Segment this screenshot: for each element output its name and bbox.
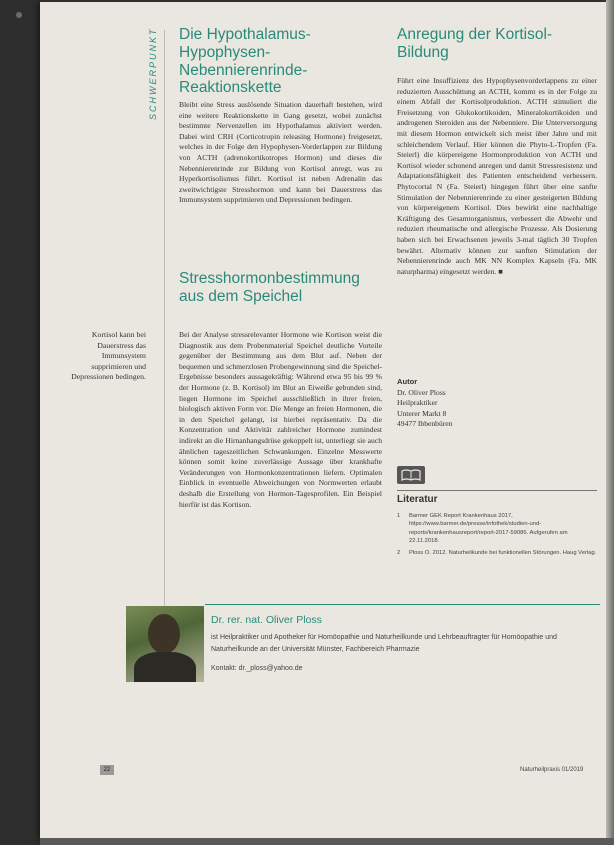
column-divider — [164, 30, 165, 610]
author-photo — [126, 606, 204, 682]
page-edge-right — [606, 0, 614, 845]
author-role: Heilpraktiker — [397, 398, 438, 408]
literature-item-number: 1 — [397, 513, 401, 519]
bio-name: Dr. rer. nat. Oliver Ploss — [211, 614, 322, 626]
journal-footer: Naturheilpraxis 01/2019 — [520, 767, 584, 773]
literature-item — [397, 549, 597, 557]
bio-text: ist Heilpraktiker und Apotheker für Homöopathie und Naturheilkunde und Lehrbeauftragter für Homöopathie und Naturheilkunde an der Universität Münster, Fachbereich Pharmazie — [211, 634, 557, 653]
section-label: SCHWERPUNKT — [148, 27, 158, 120]
literature-item-text: Ploss O. 2012. Naturheilkunde bei funktionellen Störungen. Haug Verlag. — [409, 549, 597, 556]
author-street: Unterer Markt 8 — [397, 408, 447, 418]
literature-item-text: Barmer GEK Report Krankenhaus 2017, https://www.barmer.de/presse/infothek/studien-und-reports/krankenhausreport/report-2017-59086. Aufgerufen am 22.11.2018. — [409, 513, 568, 545]
author-name: Dr. Oliver Ploss — [397, 387, 446, 397]
literature-rule — [397, 490, 597, 491]
article1-heading: Die Hypothalamus-Hypophysen-Nebennierenrinde-Reaktionskette — [179, 26, 311, 97]
author-block — [397, 377, 557, 430]
article2-heading: Stresshormonbestimmung aus dem Speichel — [179, 270, 360, 305]
article2-body: Bei der Analyse stressrelevanter Hormone wie Kortison weist die Diagnostik aus dem Probenmaterial Speichel deutliche Vorteile gegenüber der Bestimmung aus dem Blut auf. Neben der bequemen und schmerzlosen Probengewinnung sind die Speichel-Ergebnisse besonders aussagekräftig: Während etwa 95 bis 99 % der Hormone (z. B. Kortisol) im Blut an Eiweiße gebunden sind, liegen Hormone im Speichel ausschließlich in ihrer freien, biologisch aktiven Form vor. Die Menge an freien Hormonen, die in den Speichel gelangt, ist hierbei repräsentativ. Da die Konzentration und Aktivität zahlreicher Hormone zumindest indirekt an die Hirnanhangsdrüse gekoppelt ist, unterliegt sie auch ähnlichen tageszeitlichen Schwankungen. Einzelne Messwerte können somit keine zuverlässige Aussage über krankhafte Veränderungen von Hormonkonzentrationen liefern. Optimalen Einblick in eventuelle Abweichungen von Normwerten erlaubt deshalb die Erstellung von Hormon-Tagesprofilen. Ein Beispiel hierfür ist das Kortison. — [179, 330, 382, 509]
bio-contact: Kontakt: dr._ploss@yahoo.de — [211, 665, 303, 672]
literature-title: Literatur — [397, 494, 438, 505]
article3-body: Führt eine Insuffizienz des Hypophysenvorderlappens zu einer reduzierten Ausschüttung an ACTH, kommt es in der Folge zu einem Abfall der Kortisolproduktion. ACTH stimuliert die Freisetzung von Glukokortikoiden, Mineralokortikoiden und androgenen Steroiden aus der Nebenniere. Die Unterversorgung mit diesem Hormon entwickelt sich meist über Jahre und mit schleichendem Verlauf. Hier können die Phyto-L-Tropfen (Fa. Steierl) die körpereigene Hormonproduktion von ACTH und Kortisol wieder schonend anregen und damit Stressresistenz und Adaptationsfähigkeit des Patienten entscheidend verbessern. Phytocortal N (Fa. Steierl) hingegen führt über eine sanfte Stimulation der Nebennierenrinde zu einer gesteigerten Bildung von körpereigenem Kortisol. Dies bewirkt eine nachhaltige Kräftigung des Gesamtorganismus, verbessert die Abwehr und reduziert rheumatische und allergische Prozesse. Als Dosierung haben sich bei Erwachsenen jeweils 3-mal täglich 30 Tropfen bewährt. Alternativ können zur sanften Stimulation der Nebennierenrinde auch MK NN Komplex Kapseln (Fa. MK naturpharma) eingesetzt werden. ■ — [397, 76, 597, 276]
article1-body: Bleibt eine Stress auslösende Situation dauerhaft bestehen, wird eine weitere Reaktionskette in Gang gesetzt, wobei zunächst bestimmte Nervenzellen im Hypothalamus aktiviert werden. Dabei wird CRH (Corticotropin releasing Hormone) freigesetzt, welches in der Folge den Hypophysen-Vorderlappen zur Bildung von ACTH (adrenokortikotropes Hormon) und dieses die Nebennierenrinde zur Bildung von Kortisol anregt, was zu Hyperkortisolismus führt. Kortisol ist neben Adrenalin das zweitwichtigste Stresshormon und kann bei Dauerstress das Immunsystem supprimieren und Depressionen bedingen. — [179, 100, 382, 205]
literature-item-number: 2 — [397, 549, 401, 556]
book-icon — [397, 466, 425, 484]
scan-background — [0, 0, 40, 845]
author-label: Autor — [397, 377, 418, 386]
author-city: 49477 Ibbenbüren — [397, 419, 453, 429]
photo-head — [148, 614, 180, 654]
article3-heading: Anregung der Kortisol-Bildung — [397, 26, 553, 61]
photo-body — [134, 652, 196, 682]
page-edge-bottom — [40, 838, 614, 845]
scan-mark — [16, 12, 22, 18]
literature-item — [397, 512, 597, 546]
bio-rule — [205, 604, 600, 605]
literature-list — [397, 512, 597, 560]
page-number: 22 — [100, 765, 114, 775]
sidenote: Kortisol kann bei Dauerstress das Immunsystem supprimieren und Depressionen bedingen. — [71, 330, 146, 381]
